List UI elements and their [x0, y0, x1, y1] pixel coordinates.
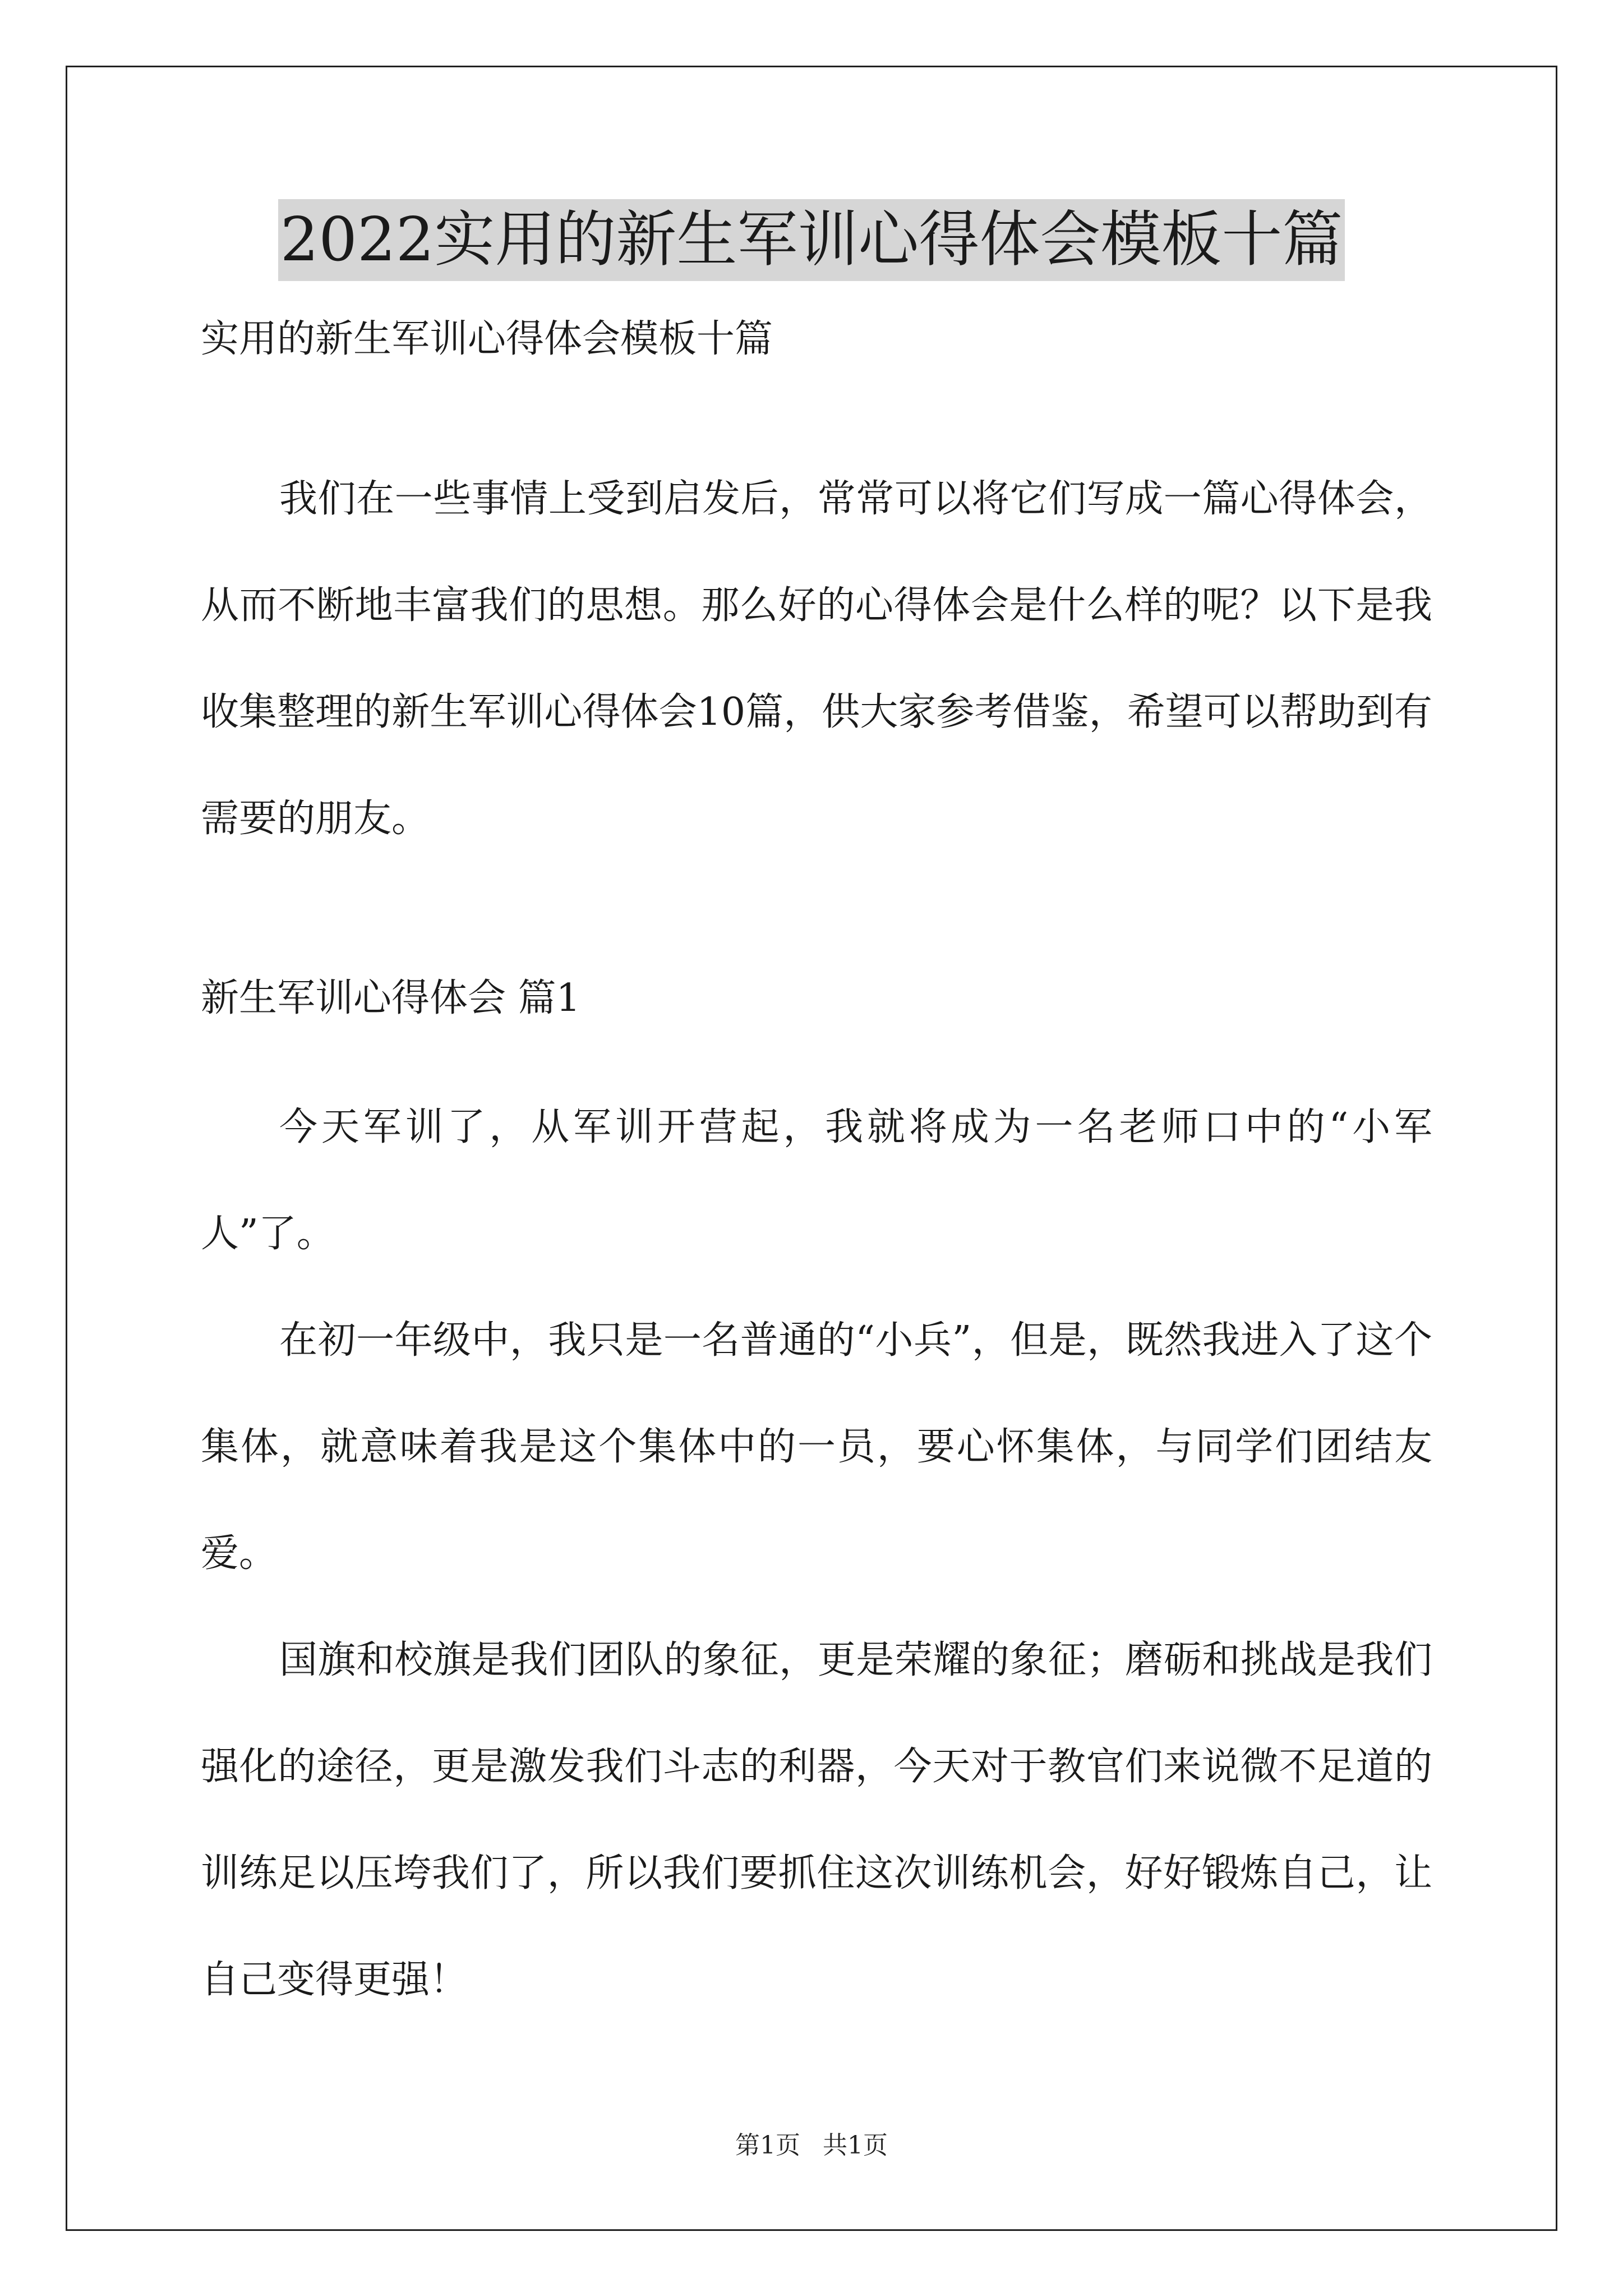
page-footer [66, 2129, 1557, 2162]
section-heading: 新生军训心得体会 篇1 [201, 976, 580, 1020]
document-subtitle: 实用的新生军训心得体会模板十篇 [201, 317, 773, 361]
document-title: 2022实用的新生军训心得体会模板十篇 [278, 199, 1345, 281]
body-paragraph-2: 在初一年级中，我只是一名普通的“小兵”，但是，既然我进入了这个集体，就意味着我是这个集体中的一员，要心怀集体，与同学们团结友爱。 [201, 1318, 1432, 1576]
body-paragraph-3: 国旗和校旗是我们团队的象征，更是荣耀的象征；磨砺和挑战是我们强化的途径，更是激发我们斗志的利器，今天对于教官们来说微不足道的训练足以压垮我们了，所以我们要抓住这次训练机会，好好锻炼自己，让自己变得更强！ [201, 1638, 1432, 2002]
page-number: 第1页 [735, 2131, 800, 2160]
body-paragraph-1: 今天军训了，从军训开营起，我就将成为一名老师口中的“小军人”了。 [201, 1105, 1432, 1256]
intro-paragraph: 我们在一些事情上受到启发后，常常可以将它们写成一篇心得体会，从而不断地丰富我们的思想。那么好的心得体会是什么样的呢？以下是我收集整理的新生军训心得体会10篇，供大家参考借鉴，希望可以帮助到有需要的朋友。 [201, 477, 1432, 841]
page-total: 共1页 [823, 2131, 888, 2160]
title-container [66, 199, 1557, 281]
